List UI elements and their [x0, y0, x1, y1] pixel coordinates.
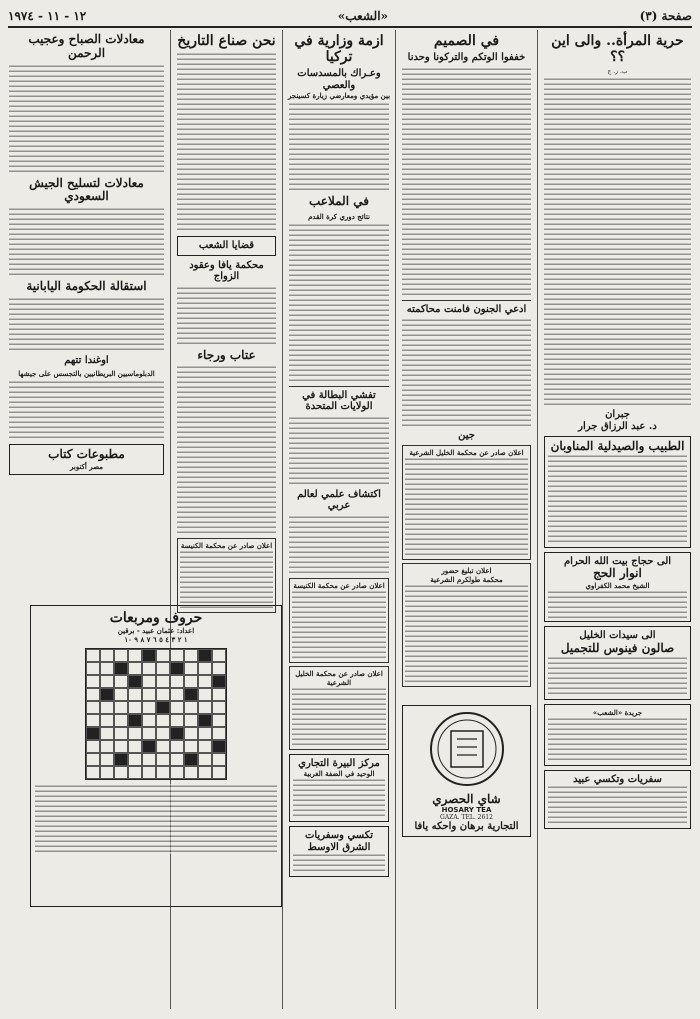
article-title: حرية المرأة.. والى اين ؟؟: [551, 33, 684, 66]
lead-subheadline: وعـراك بالمسدسات والعصي: [297, 68, 381, 91]
article-byline: ب. ز. ج: [607, 68, 628, 76]
books-title: مطبوعات كتاب: [48, 447, 125, 462]
court-notice: [177, 538, 276, 613]
lead-kicker: بين مؤيدي ومعارضي زيارة كسينجر: [287, 91, 391, 101]
taxi-ad: [289, 826, 389, 877]
column-1: [540, 30, 695, 1010]
crossword-title: حروف ومربعات: [109, 610, 203, 626]
hajj-title: الى حجاج بيت الله الحرام: [563, 555, 672, 567]
story-title: اكتشاف علمي لعالم عربي: [297, 488, 381, 512]
tea-phone: GAZA. TEL. 2612: [440, 814, 493, 822]
story-title: تفشي البطالة في الولايات المتحدة: [302, 389, 376, 413]
column-rule: [395, 30, 396, 1009]
tea-logo-icon: [407, 709, 527, 789]
issue-date: ١٢ - ١١ - ١٩٧٤: [8, 9, 87, 23]
story-title: ادعي الجنون فامنت محاكمته: [406, 303, 527, 315]
store-ad: [289, 754, 389, 823]
column-rule: [537, 30, 538, 1009]
clinic-title: الطبيب والصيدلية المناوبان: [550, 439, 685, 454]
column-rule: [282, 30, 283, 1009]
banner-title: قضايا الشعب: [198, 240, 255, 252]
sports-title: في الملاعب: [309, 194, 369, 209]
court-notice: [289, 578, 389, 663]
hajj-subtitle: انوار الحج: [593, 566, 642, 581]
crossword-numbers: ١ ٢ ٣ ٤ ٥ ٦ ٧ ٨ ٩ ١٠: [124, 635, 188, 645]
subscription-title: جريدة «الشعب»: [592, 707, 643, 717]
paper-name: «الشعب»: [337, 9, 389, 23]
ladies-title: الى سيدات الخليل: [579, 630, 656, 642]
notice-title: اعلان صادر عن محكمة الخليل الشرعية: [409, 447, 524, 457]
story-title: خففوا الوتكم والتركونا وحدنا: [407, 52, 526, 64]
store-title: مركز البيرة التجاري: [298, 757, 380, 769]
story-title: استقالة الحكومة اليابانية: [26, 279, 147, 294]
court-notice: [289, 666, 389, 750]
hajj-ad: [544, 552, 691, 622]
story-title: عتاب ورجاء: [197, 347, 256, 362]
story-subtitle: الدبلوماسيين البريطانيين بالتجسس على جيشها: [18, 369, 155, 379]
travel-ad: [544, 770, 691, 830]
clinic-box: [544, 436, 691, 548]
lead-headline: ازمة وزارية في تركيا: [294, 33, 384, 66]
hajj-author: الشيخ محمد الكفراوي: [585, 581, 650, 591]
notice-subtitle: محكمة طولكرم الشرعية: [430, 574, 503, 584]
tea-ad: [402, 705, 531, 837]
article-body: [544, 77, 691, 407]
crossword-box: [30, 605, 282, 907]
story-title: محكمة يافا وعقود الزواج: [189, 259, 264, 283]
tea-brand: شاي الحصري: [432, 791, 501, 806]
salon-ad: [544, 626, 691, 699]
story-title: اوغندا تتهم: [64, 354, 109, 366]
section-title: نحن صناع التاريخ: [177, 33, 276, 49]
section-banner: [177, 236, 276, 256]
salon-name: صالون فينوس للتجميل: [560, 640, 675, 655]
author-name: جبران: [605, 409, 630, 421]
store-subtitle: الوحيد في الضفة الغربية: [303, 769, 375, 779]
notice-title: اعلان تبليغ حضور: [441, 565, 492, 575]
sports-subtitle: نتائج دوري كرة القدم: [308, 211, 370, 221]
column-3: [285, 30, 393, 1010]
books-subtitle: مصر أكتوبر: [70, 462, 103, 472]
court-notice: [402, 563, 531, 687]
story-title: معادلات لتسليح الجيش السعودي: [29, 175, 144, 204]
page-number: صفحة (٣): [639, 9, 692, 23]
tea-brand-en: HOSARY TEA: [441, 806, 492, 815]
page-header: [8, 6, 692, 28]
column-2: [398, 30, 535, 1010]
subscription-box: [544, 704, 691, 766]
tea-company: التجارية برهان واحكه يافا: [414, 821, 519, 833]
section-title: معادلات الصباح وعجيب الرحمن: [28, 32, 145, 60]
section-title: في الصميم: [433, 33, 500, 49]
column-5: [5, 30, 168, 630]
notice-title: اعلان صادر عن محكمة الكنيسة: [180, 541, 273, 551]
books-ad: [9, 444, 164, 475]
doctor-name: د. عبد الرزاق جرار: [578, 420, 657, 432]
taxi-title: تكسي وسفريات الشرق الاوسط: [304, 830, 374, 853]
crossword-author: اعداد: عثمان عبيد - برقين: [117, 626, 195, 636]
crossword-grid: [85, 648, 227, 780]
notice-title: اعلان صادر عن محكمة الكنيسة: [293, 580, 385, 590]
notice-title: اعلان صادر عن محكمة الخليل الشرعية: [295, 668, 383, 687]
author-name: جين: [458, 430, 475, 442]
court-notice: [402, 445, 531, 560]
travel-title: سفريات وتكسي عبيد: [573, 773, 662, 785]
